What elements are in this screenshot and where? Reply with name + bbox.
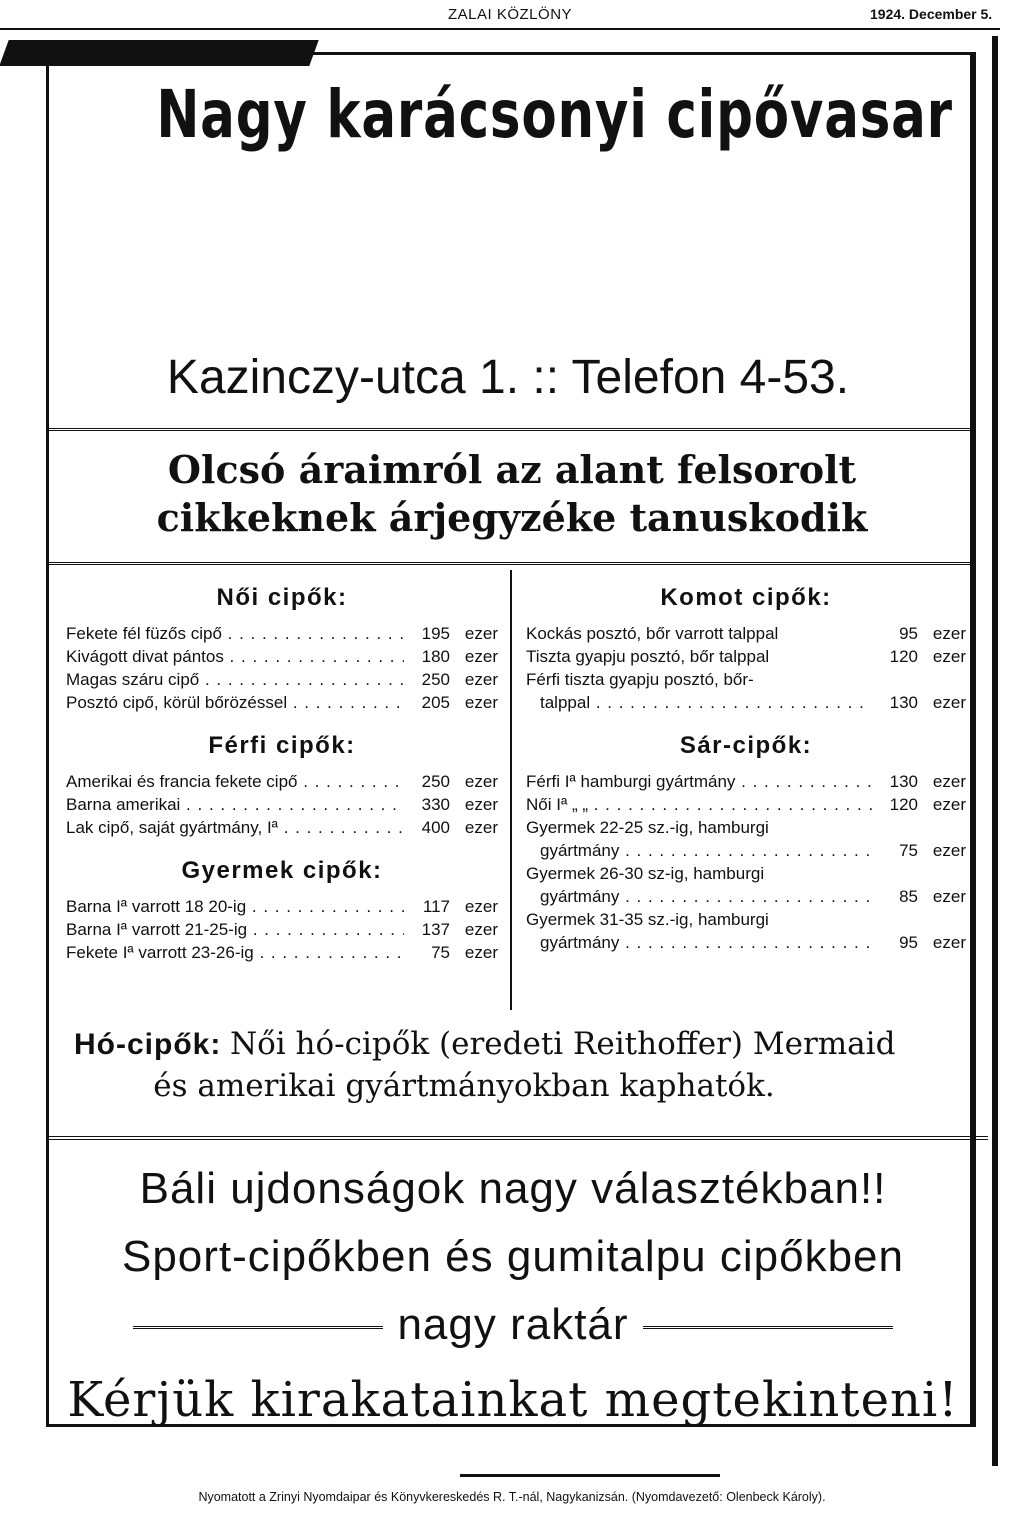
item-price: 180 [421,647,450,666]
item-price: 75 [431,943,450,962]
item-price: 95 [899,933,918,952]
slogan-line: cikkeknek árjegyzéke tanuskodik [156,495,868,540]
closing-line: Kérjük kirakatainkat megtekinteni! [67,1372,959,1428]
price-list-left [66,584,498,964]
item-name: Barna Iª varrott 21-25-ig . . . [66,918,404,941]
section-komot-cipok [526,584,966,714]
price-row [66,622,498,645]
item-price: 95 [899,624,918,643]
item-name: gyártmány . . . [540,839,872,862]
price-row [66,816,498,839]
section-gyermek-cipok [66,857,498,964]
decorative-rule [643,1326,893,1329]
item-name: Magas száru cipő . . . [66,668,404,691]
item-name: Női Iª „ „ . . . [526,793,872,816]
price-row [66,895,498,918]
price-row [526,931,966,954]
ball-novelties-line: Báli ujdonságok nagy választékban!! [139,1164,887,1213]
price-unit: ezer [932,772,966,791]
item-price: 250 [421,670,450,689]
price-row [526,622,966,645]
price-unit: ezer [464,624,498,643]
item-name: Lak cipő, saját gyártmány, Iª . . . [66,816,404,839]
item-price: 195 [421,624,450,643]
price-unit: ezer [932,647,966,666]
newspaper-name: ZALAI KÖZLÖNY [448,6,573,23]
item-name: Barna Iª varrott 18 20-ig . . . [66,895,404,918]
item-name: Gyermek 22-25 sz.-ig, hamburgi [526,818,769,837]
header-rule [0,28,1000,30]
item-name: Fekete fél füzős cipő . . . [66,622,404,645]
snow-boots-notice [74,1026,974,1104]
price-row [526,645,966,668]
issue-date: 1924. December 5. [870,6,993,22]
item-name: Tiszta gyapju posztó, bőr talppal [526,647,770,666]
item-price: 400 [421,818,450,837]
price-row [526,668,966,691]
item-name: Férfi Iª hamburgi gyártmány . . . [526,770,872,793]
item-name: Férfi tiszta gyapju posztó, bőr- [526,670,754,689]
column-divider [510,570,512,1010]
price-row [66,941,498,964]
section-heading: Női cipők: [216,584,348,611]
price-unit: ezer [464,818,498,837]
ad-title: Nagy karácsonyi cipővasar [156,76,953,153]
price-row [526,862,966,885]
price-unit: ezer [464,693,498,712]
item-name: Barna amerikai . . . [66,793,404,816]
snow-boots-text-2: és amerikai gyártmányokban kaphatók. [153,1068,775,1104]
divider-rule [48,562,974,565]
item-price: 250 [421,772,450,791]
price-row [66,645,498,668]
item-price: 130 [889,693,918,712]
slogan [60,446,964,542]
price-row [526,691,966,714]
price-unit: ezer [932,933,966,952]
price-row [526,816,966,839]
price-unit: ezer [464,943,498,962]
price-row [526,770,966,793]
section-heading: Komot cipők: [660,584,832,611]
item-price: 117 [422,897,450,916]
item-name: Kivágott divat pántos . . . [66,645,404,668]
item-price: 205 [421,693,450,712]
price-row [66,691,498,714]
price-unit: ezer [464,795,498,814]
decorative-rule [133,1326,383,1329]
section-heading: Férfi cipők: [208,732,356,759]
stock-text: nagy raktár [397,1300,629,1349]
item-name: Gyermek 31-35 sz.-ig, hamburgi [526,910,769,929]
price-row [526,885,966,908]
item-name: gyártmány . . . [540,931,872,954]
price-unit: ezer [932,624,966,643]
price-unit: ezer [932,887,966,906]
price-list-right [526,584,966,954]
section-noi-cipok [66,584,498,714]
slogan-line: Olcsó áraimról az alant felsorolt [167,447,857,492]
section-heading: Gyermek cipők: [181,857,383,884]
price-row [526,839,966,862]
item-price: 130 [889,772,918,791]
price-unit: ezer [932,693,966,712]
item-name: Posztó cipő, körül bőrözéssel . . . [66,691,404,714]
price-unit: ezer [932,841,966,860]
price-row [526,793,966,816]
item-price: 137 [421,920,450,939]
item-name: Fekete Iª varrott 23-26-ig . . . [66,941,404,964]
price-row [66,668,498,691]
sport-shoes-line: Sport-cipőkben és gumitalpu cipőkben [121,1232,904,1281]
price-unit: ezer [464,897,498,916]
footer-ink-mark [460,1474,720,1477]
section-ferfi-cipok [66,732,498,839]
right-border-rule [992,36,998,1466]
divider-rule [48,1136,988,1140]
price-unit: ezer [464,670,498,689]
price-row [66,793,498,816]
shop-address: Kazinczy-utca 1. :: Telefon 4-53. [166,351,850,404]
item-name: Gyermek 26-30 sz-ig, hamburgi [526,864,765,883]
item-name: talppal . . . [540,691,872,714]
section-heading: Sár-cipők: [679,732,813,759]
item-price: 120 [889,647,918,666]
price-unit: ezer [464,772,498,791]
price-row [66,918,498,941]
item-price: 330 [421,795,450,814]
divider-rule [48,428,974,431]
price-unit: ezer [932,795,966,814]
stock-line [48,1300,978,1350]
item-name: gyártmány . . . [540,885,872,908]
snow-boots-label: Hó-cipők: [74,1028,222,1061]
price-row [526,908,966,931]
price-unit: ezer [464,647,498,666]
printer-imprint: Nyomatott a Zrinyi Nyomdaipar és Könyvkereskedés R. T.-nál, Nagykanizsán. (Nyomdavezető: Olenbeck Károly). [198,1490,826,1504]
item-price: 120 [889,795,918,814]
snow-boots-text: Női hó-cipők (eredeti Reithoffer) Mermaid [229,1026,896,1062]
item-price: 85 [899,887,918,906]
price-row [66,770,498,793]
price-unit: ezer [464,920,498,939]
item-price: 75 [899,841,918,860]
item-name: Kockás posztó, bőr varrott talppal [526,624,779,643]
item-name: Amerikai és francia fekete cipő . . . [66,770,404,793]
section-sar-cipok [526,732,966,954]
